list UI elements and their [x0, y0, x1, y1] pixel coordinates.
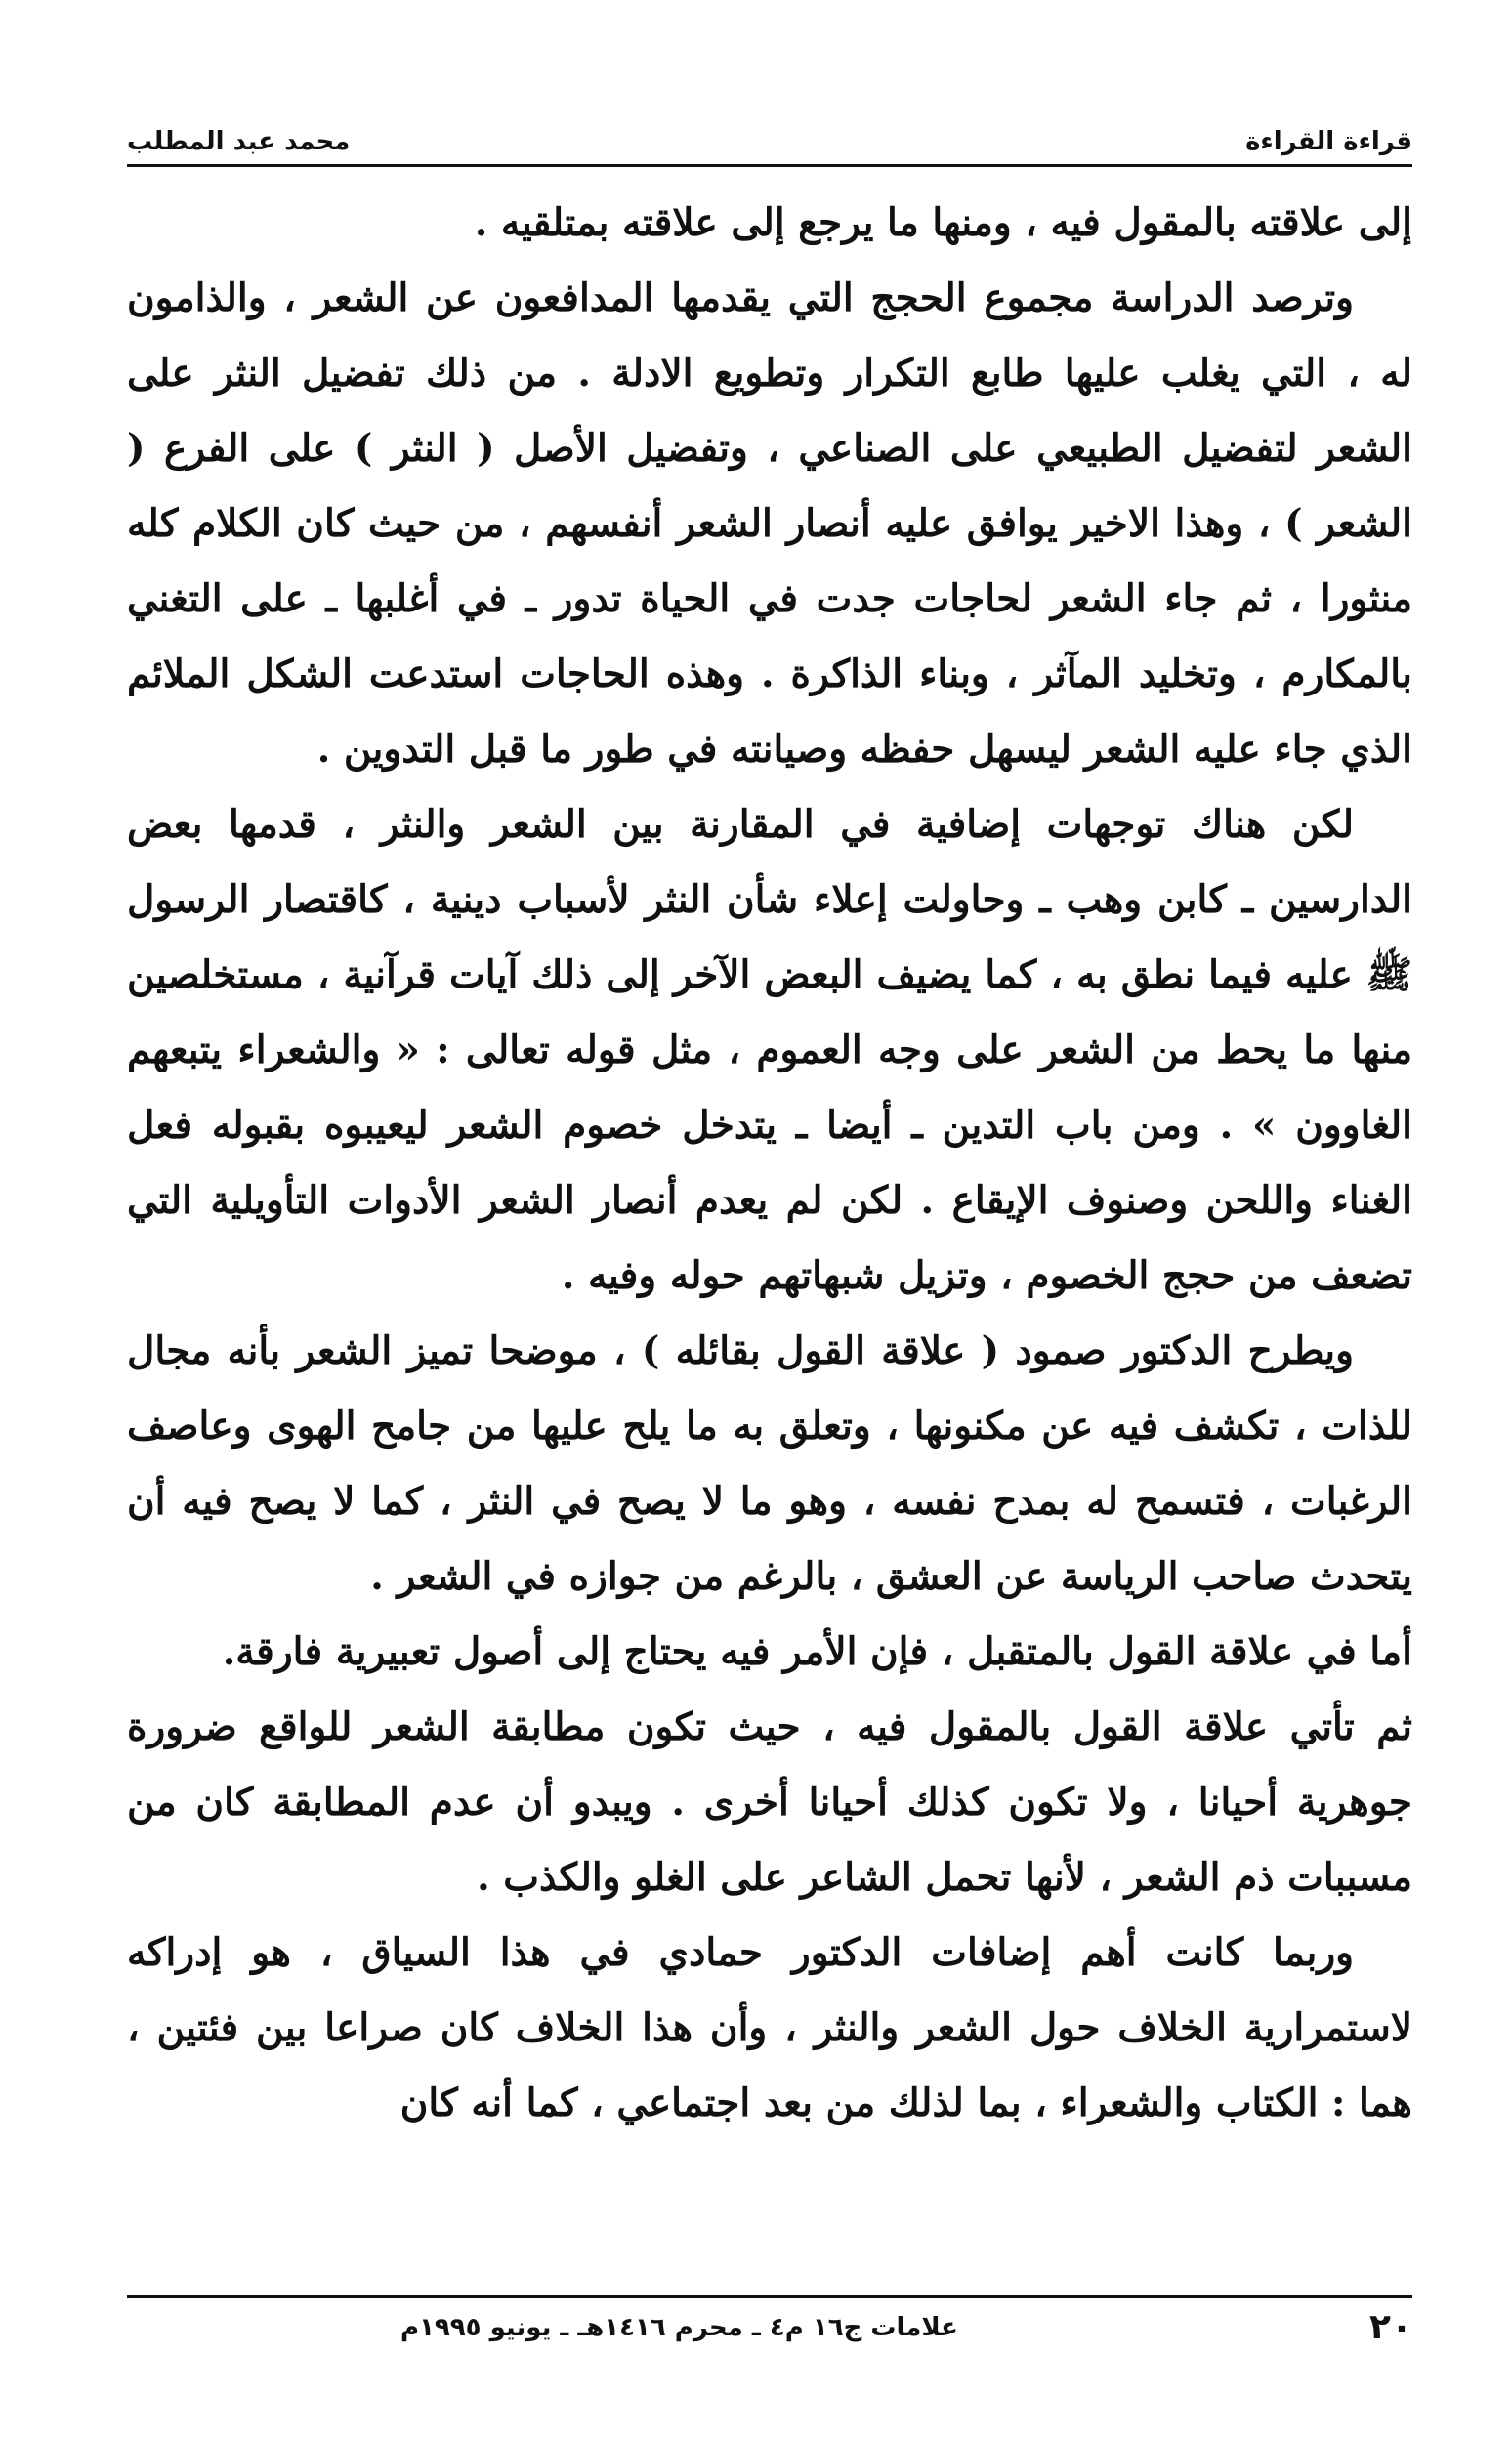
body-text	[127, 186, 1412, 2141]
paragraph: ويطرح الدكتور صمود ( علاقة القول بقائله ) ، موضحا تميز الشعر بأنه مجال للذات ، تكشف فيه عن مكنونها ، وتعلق به ما يلح عليها من جامح الهوى وعاصف الرغبات ، فتسمح له بمدح نفسه ، وهو ما لا يصح في النثر ، كما لا يصح فيه أن يتحدث صاحب الرياسة عن العشق ، بالرغم من جوازه في الشعر .	[127, 1328, 1412, 1599]
journal-info: علامات ج١٦ م٤ ـ محرم ١٤١٦هـ ـ يونيو ١٩٩٥م	[400, 2312, 958, 2342]
paragraph: أما في علاقة القول بالمتقبل ، فإن الأمر فيه يحتاج إلى أصول تعبيرية فارقة.	[222, 1629, 1412, 1674]
paragraph: لكن هناك توجهات إضافية في المقارنة بين الشعر والنثر ، قدمها بعض الدارسين ـ كابن وهب ـ وحاولت إعلاء شأن النثر لأسباب دينية ، كاقتصار الرسول ﷺ عليه فيما نطق به ، كما يضيف البعض الآخر إلى ذلك آيات قرآنية ، مستخلصين منها ما يحط من الشعر على وجه العموم ، مثل قوله تعالى : « والشعراء يتبعهم الغاوون » . ومن باب التدين ـ أيضا ـ يتدخل خصوم الشعر ليعيبوه بقبوله فعل الغناء واللحن وصنوف الإيقاع . لكن لم يعدم أنصار الشعر الأدوات التأويلية التي تضعف من حجج الخصوم ، وتزيل شبهاتهم حوله وفيه .	[127, 802, 1412, 1298]
paragraph: وترصد الدراسة مجموع الحجج التي يقدمها المدافعون عن الشعر ، والذامون له ، التي يغلب عليها طابع التكرار وتطويع الادلة . من ذلك تفضيل النثر على الشعر لتفضيل الطبيعي على الصناعي ، وتفضيل الأصل ( النثر ) على الفرع ( الشعر ) ، وهذا الاخير يوافق عليه أنصار الشعر أنفسهم ، من حيث كان الكلام كله منثورا ، ثم جاء الشعر لحاجات جدت في الحياة تدور ـ في أغلبها ـ على التغني بالمكارم ، وتخليد المآثر ، وبناء الذاكرة . وهذه الحاجات استدعت الشكل الملائم الذي جاء عليه الشعر ليسهل حفظه وصيانته في طور ما قبل التدوين .	[127, 275, 1412, 772]
page-number: ٢٠	[1369, 2307, 1412, 2347]
footer-divider	[127, 2295, 1412, 2298]
paragraph: إلى علاقته بالمقول فيه ، ومنها ما يرجع إلى علاقته بمتلقيه .	[474, 200, 1412, 245]
running-header	[127, 107, 1412, 156]
header-divider	[127, 164, 1412, 167]
document-page	[127, 98, 1412, 2383]
section-title: قراءة القراءة	[1245, 127, 1412, 156]
author-name: محمد عبد المطلب	[127, 127, 351, 156]
paragraph: ثم تأتي علاقة القول بالمقول فيه ، حيث تكون مطابقة الشعر للواقع ضرورة جوهرية أحيانا ، ولا تكون كذلك أحيانا أخرى . ويبدو أن عدم المطابقة كان من مسببات ذم الشعر ، لأنها تحمل الشاعر على الغلو والكذب .	[127, 1704, 1412, 1900]
running-footer	[127, 2307, 1412, 2347]
paragraph: وربما كانت أهم إضافات الدكتور حمادي في هذا السياق ، هو إدراكه لاستمرارية الخلاف حول الشعر والنثر ، وأن هذا الخلاف كان صراعا بين فئتين ، هما : الكتاب والشعراء ، بما لذلك من بعد اجتماعي ، كما أنه كان	[127, 1930, 1412, 2125]
